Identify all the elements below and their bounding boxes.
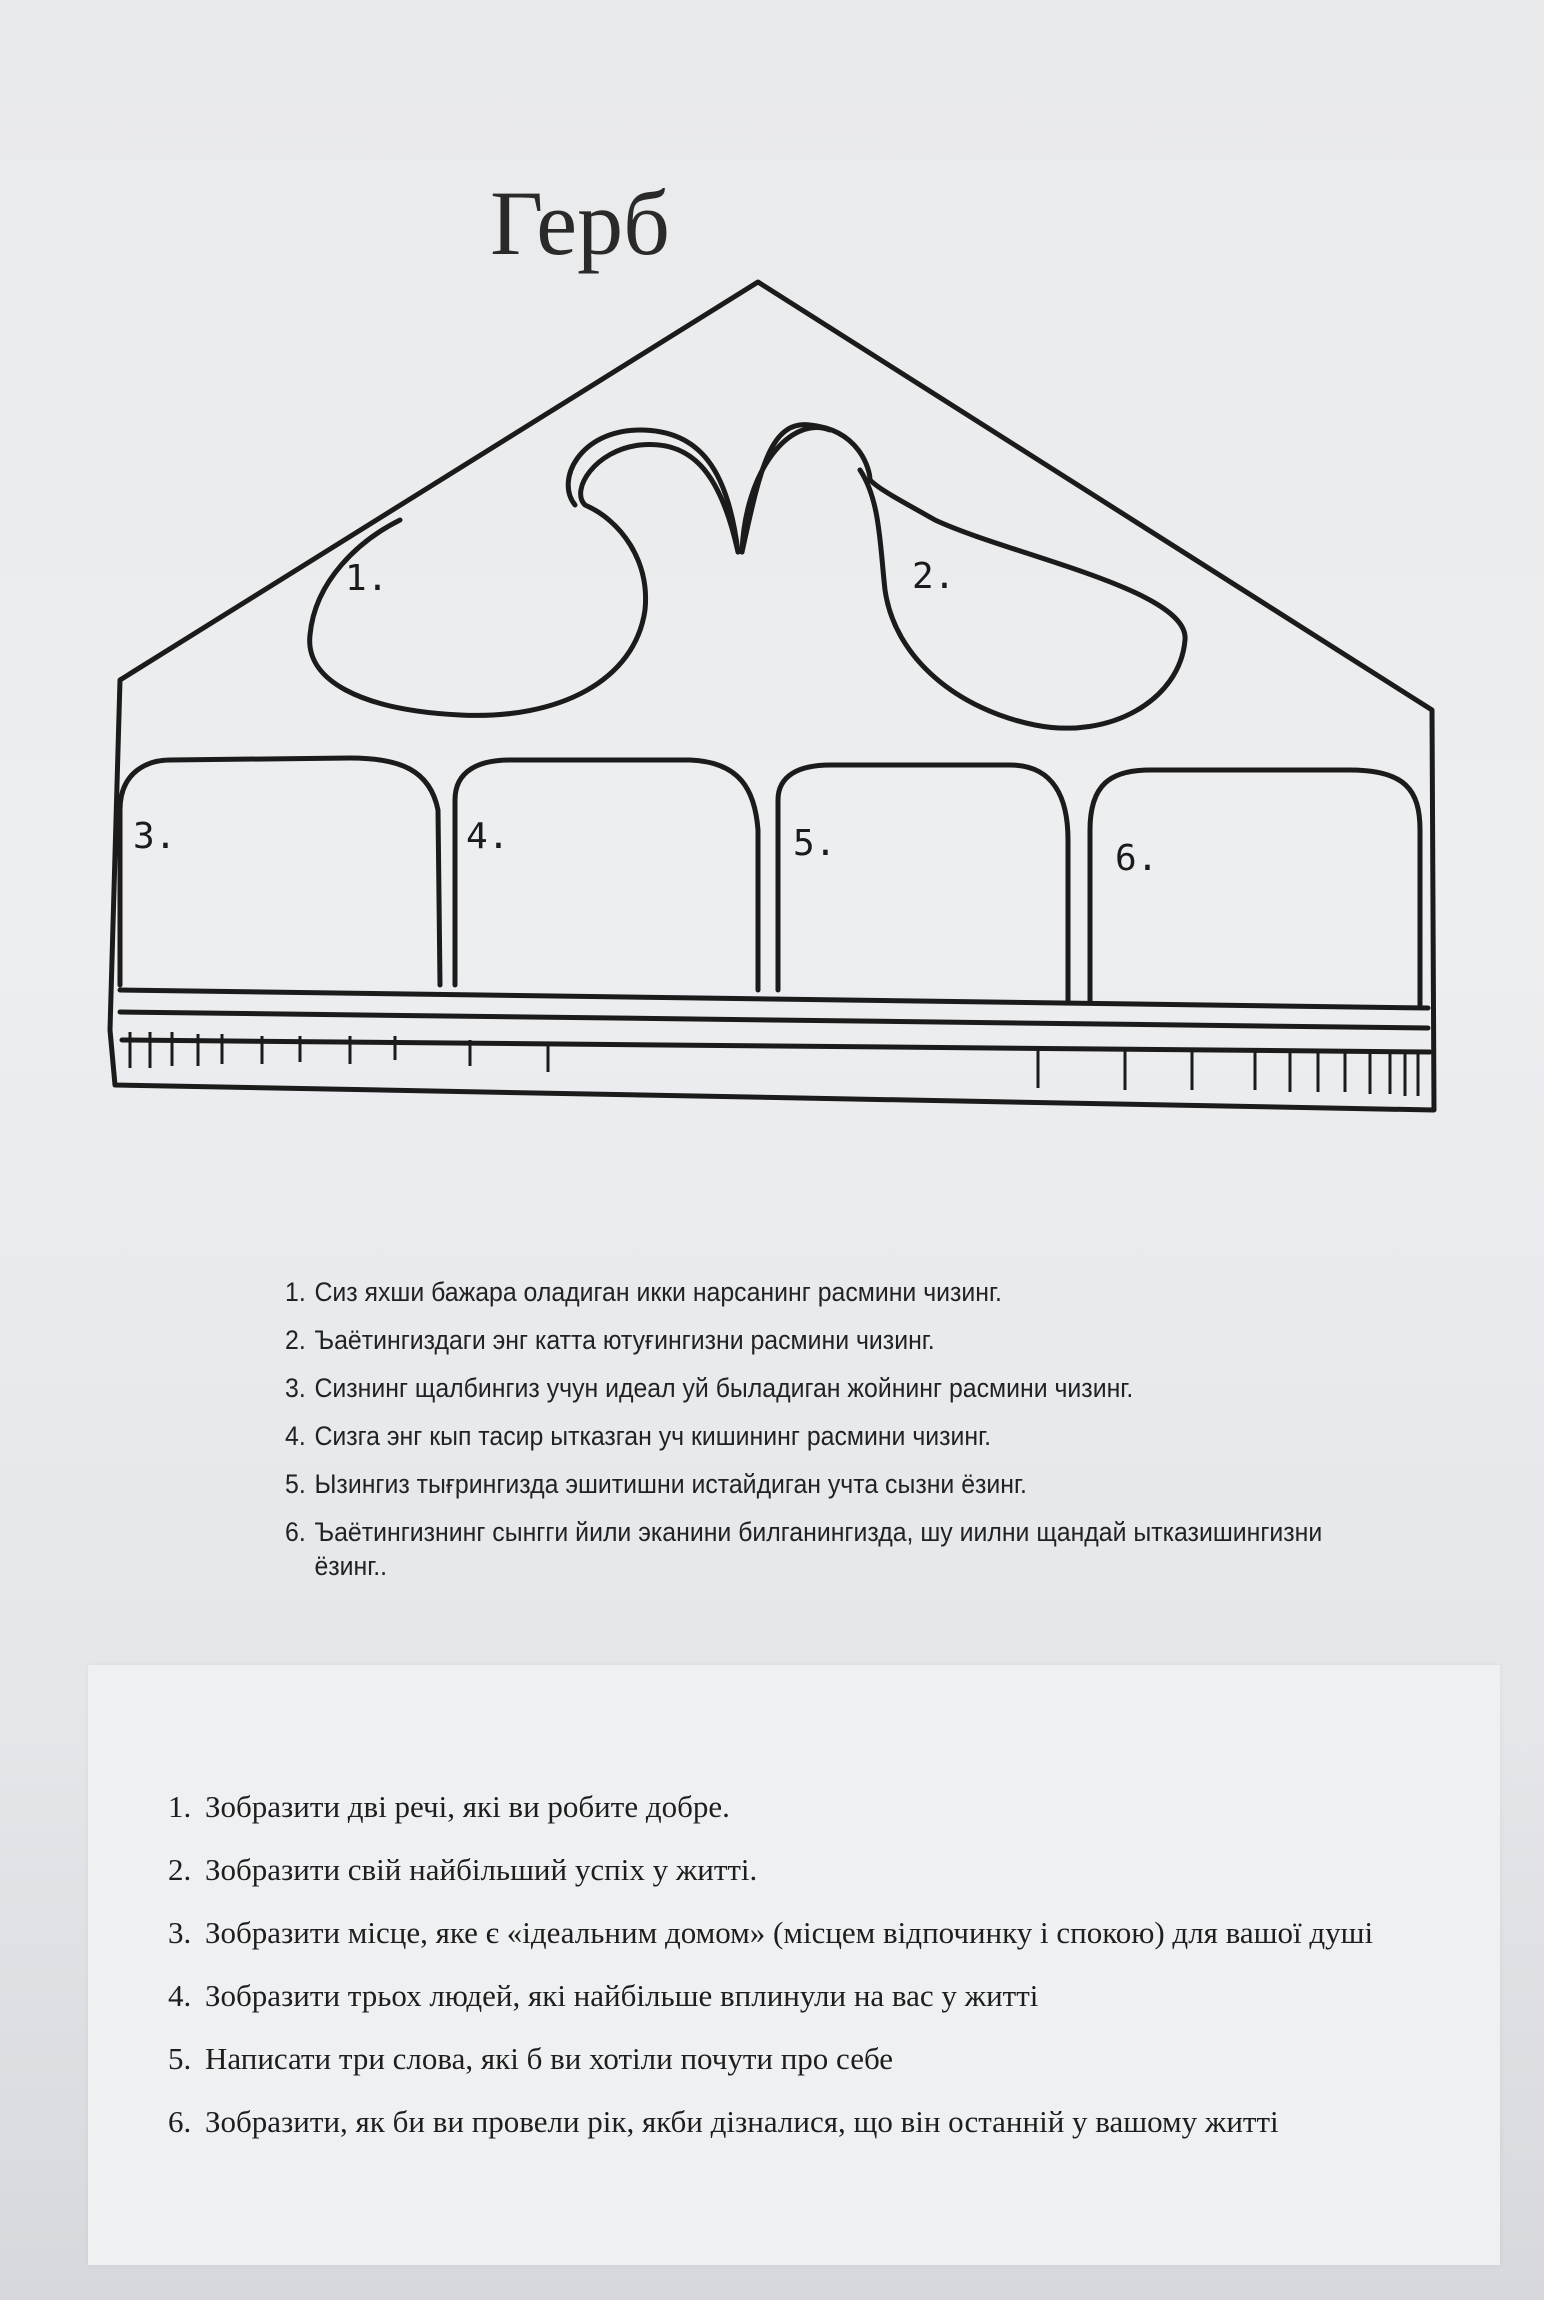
list-item: 4. Сизга энг кып тасир ытказган уч кишининг расмини чизинг.: [285, 1421, 992, 1451]
list-item: 1. Зобразити дві речі, які ви робите добре.: [168, 1789, 730, 1824]
ukrainian-instructions-list: [168, 1775, 1468, 2153]
section-label-3: 3.: [133, 816, 177, 857]
list-item: 6. Ъаётингизнинг сынгги йили эканини билганингизда, шу иилни щандай ытказишингизни ёзинг..: [285, 1517, 1323, 1581]
list-item: 3. Зобразити місце, яке є «ідеальним домом» (місцем відпочинку і спокою) для вашої душі: [168, 1915, 1374, 1950]
emblem-outer-border: [110, 282, 1434, 1110]
emblem-section-3-shape: [120, 758, 440, 985]
emblem-section-2-shape: [742, 425, 1185, 729]
list-item: 4. Зобразити трьох людей, які найбільше вплинули на вас у житті: [168, 1978, 1039, 2013]
section-label-5: 5.: [793, 823, 837, 864]
list-item: 5. Написати три слова, які б ви хотіли почути про себе: [168, 2041, 894, 2076]
section-label-1: 1.: [345, 558, 389, 599]
section-label-2: 2.: [912, 556, 956, 597]
page-title: Герб: [490, 172, 670, 274]
emblem-section-5-shape: [778, 765, 1068, 1003]
list-item: 6. Зобразити, як би ви провели рік, якби дізналися, що він останній у вашому житті: [168, 2104, 1279, 2139]
section-label-4: 4.: [466, 816, 510, 857]
list-item: 2. Ъаётингиздаги энг катта ютуғингизни расмини чизинг.: [285, 1325, 935, 1355]
uzbek-instructions-list: [285, 1275, 1371, 1597]
emblem-section-4-shape: [455, 760, 758, 990]
emblem-section-6-shape: [1090, 770, 1420, 1005]
list-item: 3. Сизнинг щалбингиз учун идеал уй быладиган жойнинг расмини чизинг.: [285, 1373, 1134, 1403]
coat-of-arms-outline: [0, 0, 1544, 1130]
ukrainian-instructions-card: [88, 1665, 1500, 2265]
list-item: 1. Сиз яхши бажара оладиган икки нарсанинг расмини чизинг.: [285, 1277, 1002, 1307]
list-item: 5. Ызингиз тығрингизда эшитишни истайдиган учта сызни ёзинг.: [285, 1469, 1027, 1499]
list-item: 2. Зобразити свій найбільший успіх у житті.: [168, 1852, 758, 1887]
section-label-6: 6.: [1115, 838, 1159, 879]
